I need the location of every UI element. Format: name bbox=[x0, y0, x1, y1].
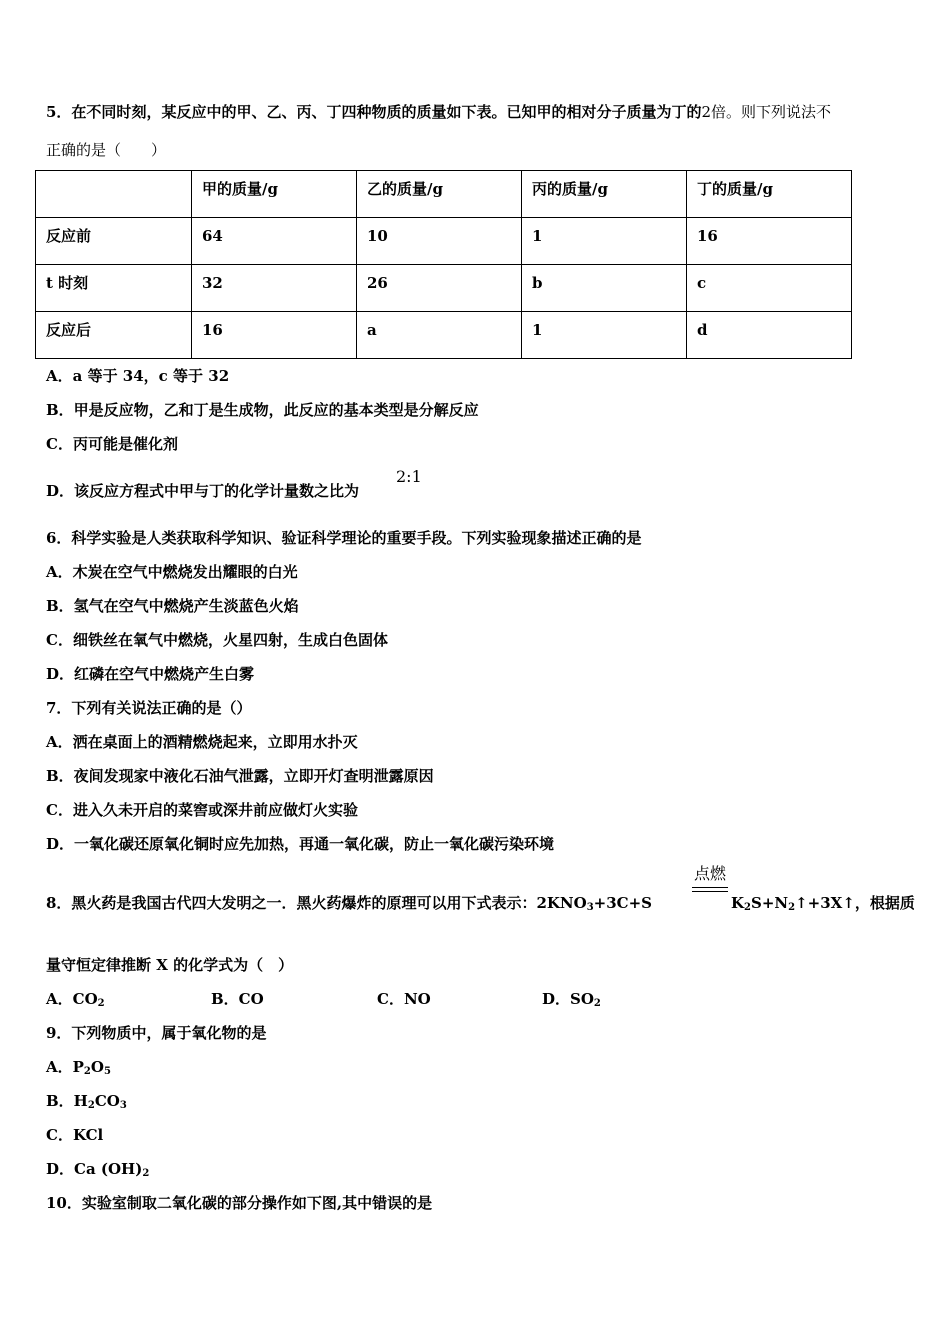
q10-stem: 10．实验室制取二氧化碳的部分操作如下图,其中错误的是 bbox=[46, 1194, 433, 1212]
q5-option-b: B．甲是反应物，乙和丁是生成物，此反应的基本类型是分解反应 bbox=[46, 401, 479, 419]
q6-option-a: A．木炭在空气中燃烧发出耀眼的白光 bbox=[46, 563, 298, 581]
table-cell: c bbox=[687, 265, 852, 312]
q5-option-a: A．a 等于 34，c 等于 32 bbox=[46, 367, 230, 385]
table-header-cell: 乙的质量/g bbox=[357, 171, 522, 218]
q6-option-d: D．红磷在空气中燃烧产生白雾 bbox=[46, 665, 255, 683]
q9-option-c: C．KCl bbox=[46, 1126, 104, 1144]
table-cell: 反应后 bbox=[36, 312, 192, 359]
q7-option-a: A．洒在桌面上的酒精燃烧起来，立即用水扑灭 bbox=[46, 733, 358, 751]
q9-option-a: A．$P_2O_5$ bbox=[46, 1058, 111, 1077]
q6-option-c: C．细铁丝在氧气中燃烧，火星四射，生成白色固体 bbox=[46, 631, 388, 649]
q8-stem-line2: 量守恒定律推断 X 的化学式为（ ） bbox=[46, 956, 294, 974]
q8-reactants-tail: +3C+S bbox=[593, 894, 653, 912]
q7-option-c: C．进入久未开启的菜窖或深井前应做灯火实验 bbox=[46, 801, 358, 819]
table-cell: 1 bbox=[522, 218, 687, 265]
q8-condition-label: 点燃 bbox=[693, 864, 726, 883]
q5-option-c: C．丙可能是催化剂 bbox=[46, 435, 178, 453]
table-header-row bbox=[36, 171, 852, 218]
q6-stem: 6．科学实验是人类获取科学知识、验证科学理论的重要手段。下列实验现象描述正确的是 bbox=[46, 529, 642, 547]
q5-option-d: D．该反应方程式中甲与丁的化学计量数之比为 bbox=[46, 482, 360, 500]
table-row bbox=[36, 218, 852, 265]
q8-reaction-condition bbox=[692, 865, 728, 892]
q6-option-b: B．氢气在空气中燃烧产生淡蓝色火焰 bbox=[46, 597, 299, 615]
table-cell: 1 bbox=[522, 312, 687, 359]
q8-stem-line1 bbox=[46, 892, 652, 913]
q7-option-b: B．夜间发现家中液化石油气泄露，立即开灯查明泄露原因 bbox=[46, 767, 434, 785]
table-cell: b bbox=[522, 265, 687, 312]
q8-option-d: D．$SO_2$ bbox=[542, 990, 601, 1009]
q8-option-c: C．NO bbox=[377, 990, 431, 1008]
q5-mass-table bbox=[35, 170, 852, 359]
table-cell: 16 bbox=[687, 218, 852, 265]
q8-option-a: A．$CO_2$ bbox=[46, 990, 105, 1009]
q8-equals-sign bbox=[692, 887, 728, 892]
q5-option-d-ratio: 2:1 bbox=[396, 467, 422, 486]
q7-option-d: D．一氧化碳还原氧化铜时应先加热，再通一氧化碳，防止一氧化碳污染环境 bbox=[46, 835, 555, 853]
q8-products: $K_2S+N_2↑+3X↑$，根据质 bbox=[731, 894, 915, 913]
q9-option-b: B．$H_2CO_3$ bbox=[46, 1092, 127, 1111]
q7-stem: 7．下列有关说法正确的是（） bbox=[46, 699, 252, 717]
table-row bbox=[36, 312, 852, 359]
q5-stem-line1 bbox=[46, 102, 831, 122]
table-cell: 26 bbox=[357, 265, 522, 312]
table-cell: t 时刻 bbox=[36, 265, 192, 312]
q9-option-d: D．Ca $(OH)_2$ bbox=[46, 1160, 150, 1179]
table-cell: 32 bbox=[192, 265, 357, 312]
table-header-cell: 甲的质量/g bbox=[192, 171, 357, 218]
table-header-cell bbox=[36, 171, 192, 218]
table-header-cell: 丁的质量/g bbox=[687, 171, 852, 218]
q8-sub: 3 bbox=[586, 902, 594, 913]
table-cell: a bbox=[357, 312, 522, 359]
table-row bbox=[36, 265, 852, 312]
table-cell: d bbox=[687, 312, 852, 359]
q5-stem-bold: 5．在不同时刻，某反应中的甲、乙、丙、丁四种物质的质量如下表。已知甲的相对分子质量为丁的 bbox=[46, 103, 702, 121]
q9-stem: 9．下列物质中，属于氧化物的是 bbox=[46, 1024, 267, 1042]
table-cell: 16 bbox=[192, 312, 357, 359]
table-cell: 64 bbox=[192, 218, 357, 265]
q8-option-b: B．CO bbox=[211, 990, 264, 1008]
q5-stem-line2: 正确的是（ ） bbox=[46, 141, 167, 159]
table-cell: 反应前 bbox=[36, 218, 192, 265]
table-cell: 10 bbox=[357, 218, 522, 265]
q8-stem-pre: 8．黑火药是我国古代四大发明之一．黑火药爆炸的原理可以用下式表示：2KNO bbox=[46, 894, 587, 912]
table-header-cell: 丙的质量/g bbox=[522, 171, 687, 218]
q5-stem-tail: 2倍。则下列说法不 bbox=[701, 103, 831, 121]
